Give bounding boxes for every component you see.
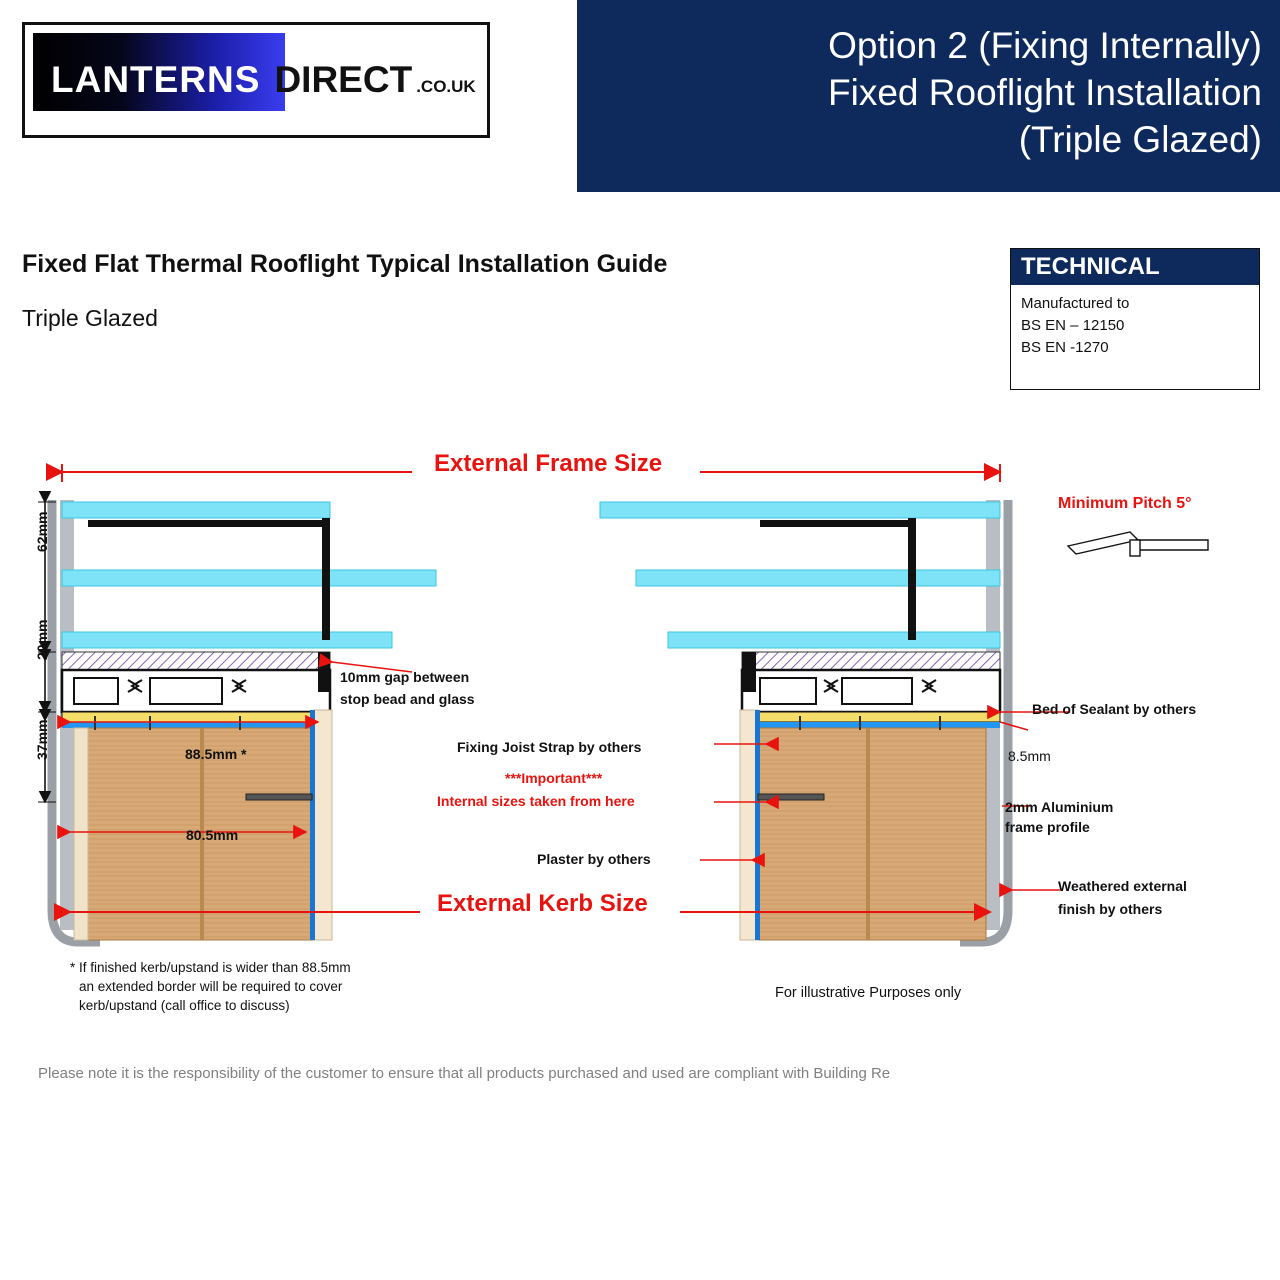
kerb-note-line-3: kerb/upstand (call office to discuss) <box>79 998 290 1013</box>
page-title: Fixed Flat Thermal Rooflight Typical Installation Guide <box>22 250 668 278</box>
callout-plaster: Plaster by others <box>537 851 651 867</box>
brand-logo <box>22 22 490 138</box>
page-subtitle: Triple Glazed <box>22 305 158 331</box>
logo-text-direct: DIRECT <box>274 59 413 100</box>
callout-important-line1: ***Important*** <box>505 770 603 786</box>
callout-gap-note-line2: stop bead and glass <box>340 691 475 707</box>
kerb-note <box>70 958 351 1015</box>
dim-8-5mm: 8.5mm <box>1008 748 1051 764</box>
technical-box <box>1010 248 1260 390</box>
technical-line-2: BS EN – 12150 <box>1021 317 1125 334</box>
dim-88-5mm: 88.5mm * <box>185 746 247 762</box>
installation-cross-section-diagram <box>0 430 1280 1030</box>
dim-20mm: 20mm <box>34 619 50 660</box>
kerb-note-line-1: * If finished kerb/upstand is wider than 88.5mm <box>70 960 351 975</box>
technical-line-1: Manufactured to <box>1021 295 1130 312</box>
title-banner <box>577 0 1280 192</box>
dim-62mm: 62mm <box>34 511 50 552</box>
illustrative-note: For illustrative Purposes only <box>775 985 962 1001</box>
callout-weathered-line2: finish by others <box>1058 901 1163 917</box>
logo-text-tld: .CO.UK <box>416 77 476 96</box>
technical-body <box>1011 285 1259 367</box>
dim-37mm: 37mm <box>34 719 50 760</box>
dim-80-5mm: 80.5mm <box>186 827 239 843</box>
label-external-frame-size: External Frame Size <box>434 450 663 477</box>
callout-bed-of-sealant: Bed of Sealant by others <box>1032 701 1197 717</box>
callout-weathered-line1: Weathered external <box>1058 878 1187 894</box>
label-minimum-pitch: Minimum Pitch 5° <box>1058 495 1192 512</box>
logo-text-lanterns: LANTERNS <box>51 59 261 100</box>
technical-line-3: BS EN -1270 <box>1021 339 1109 356</box>
footer-note: Please note it is the responsibility of the customer to ensure that all products purchased and used are compliant with Building Re <box>38 1065 891 1082</box>
callout-important-line2: Internal sizes taken from here <box>437 793 635 809</box>
callout-alu-line1: 2mm Aluminium <box>1005 799 1114 815</box>
callout-gap-note-line1: 10mm gap between <box>340 669 470 685</box>
technical-heading: TECHNICAL <box>1011 249 1259 285</box>
callout-fixing-joist-strap: Fixing Joist Strap by others <box>457 739 642 755</box>
title-line-3: (Triple Glazed) <box>1018 119 1262 160</box>
callout-alu-line2: frame profile <box>1005 819 1090 835</box>
label-external-kerb-size: External Kerb Size <box>437 890 648 917</box>
title-line-2: Fixed Rooflight Installation <box>828 72 1262 113</box>
kerb-note-line-2: an extended border will be required to cover <box>79 979 343 994</box>
title-line-1: Option 2 (Fixing Internally) <box>828 25 1262 66</box>
